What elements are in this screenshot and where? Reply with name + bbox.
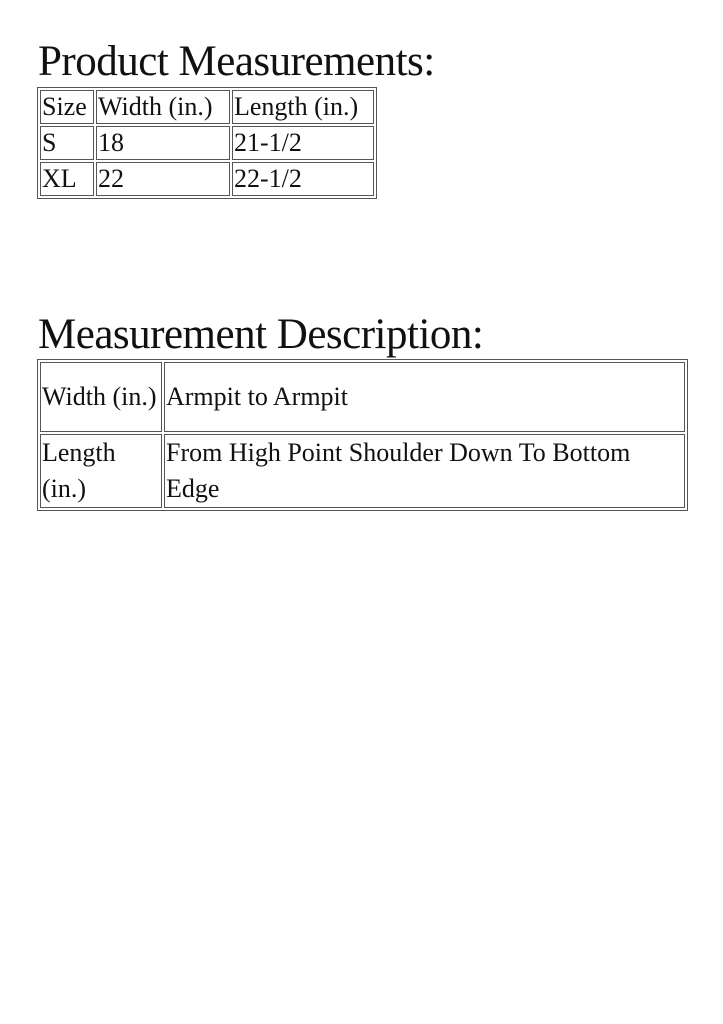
cell-width: 22 xyxy=(96,162,230,196)
cell-size: XL xyxy=(40,162,94,196)
measurement-description-title: Measurement Description: xyxy=(38,311,484,358)
table-row xyxy=(40,434,685,508)
description-term: Length (in.) xyxy=(40,434,162,508)
cell-length: 22-1/2 xyxy=(232,162,374,196)
table-row xyxy=(40,162,374,196)
description-term: Width (in.) xyxy=(40,362,162,432)
header-size: Size xyxy=(40,90,94,124)
table-header-row xyxy=(40,90,374,124)
measurement-description-table xyxy=(37,359,688,511)
description-text: From High Point Shoulder Down To Bottom Edge xyxy=(164,434,685,508)
cell-width: 18 xyxy=(96,126,230,160)
table-row xyxy=(40,126,374,160)
cell-size: S xyxy=(40,126,94,160)
header-width: Width (in.) xyxy=(96,90,230,124)
product-measurements-table xyxy=(37,87,377,199)
description-text: Armpit to Armpit xyxy=(164,362,685,432)
table-row xyxy=(40,362,685,432)
product-measurements-title: Product Measurements: xyxy=(38,38,435,85)
header-length: Length (in.) xyxy=(232,90,374,124)
cell-length: 21-1/2 xyxy=(232,126,374,160)
